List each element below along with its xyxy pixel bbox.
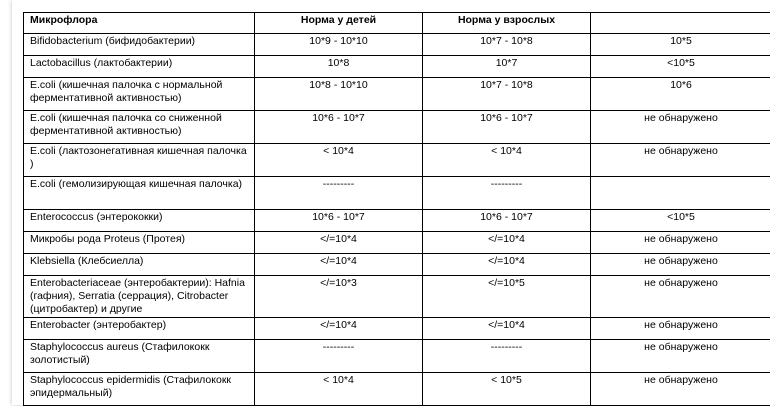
cell-norm-adults: < 10*5 [423,373,591,406]
cell-result: не обнаружено [591,254,770,276]
cell-norm-children: 10*8 [255,56,423,78]
cell-norm-adults: </=10*4 [423,232,591,254]
cell-result: не обнаружено [591,373,770,406]
table-row [24,210,770,232]
table-row [24,177,770,210]
table-row [24,318,770,340]
cell-result: 10*6 [591,78,770,111]
cell-microflora: Bifidobacterium (бифидобактерии) [24,34,255,56]
cell-result: не обнаружено [591,318,770,340]
table-row [24,232,770,254]
cell-microflora: Staphylococcus epidermidis (Стафилококк эпидермальный) [24,373,255,406]
cell-norm-adults: </=10*5 [423,276,591,318]
header-norm-children: Норма у детей [255,13,423,34]
cell-norm-adults: </=10*4 [423,318,591,340]
cell-result: <10*5 [591,56,770,78]
table-row [24,144,770,177]
cell-microflora: Klebsiella (Клебсиелла) [24,254,255,276]
header-norm-adults: Норма у взрослых [423,13,591,34]
cell-result: не обнаружено [591,111,770,144]
cell-result: <10*5 [591,210,770,232]
cell-norm-children: </=10*3 [255,276,423,318]
cell-norm-adults: 10*7 - 10*8 [423,34,591,56]
table-row [24,34,770,56]
cell-norm-children: 10*8 - 10*10 [255,78,423,111]
cell-result: не обнаружено [591,276,770,318]
microflora-table [23,12,770,406]
table-row [24,111,770,144]
cell-norm-adults: 10*6 - 10*7 [423,111,591,144]
table-row [24,373,770,406]
cell-norm-adults: 10*7 [423,56,591,78]
table-header-row [24,13,770,34]
cell-microflora: Enterobacter (энтеробактер) [24,318,255,340]
cell-norm-children: </=10*4 [255,318,423,340]
cell-microflora: Lactobacillus (лактобактерии) [24,56,255,78]
table-body [24,34,770,406]
cell-microflora: E.coli (гемолизирующая кишечная палочка) [24,177,255,210]
cell-norm-children: < 10*4 [255,144,423,177]
cell-microflora: E.coli (кишечная палочка с нормальной ферментативной активностью) [24,78,255,111]
cell-microflora: Enterobacteriaceae (энтеробактерии): Hafnia (гафния), Serratia (серрация), Citrobacter (цитробактер) и другие [24,276,255,318]
cell-microflora: Микробы рода Proteus (Протея) [24,232,255,254]
header-microflora: Микрофлора [24,13,255,34]
cell-norm-adults: </=10*4 [423,254,591,276]
cell-microflora: E.coli (лактозонегативная кишечная палочка ) [24,144,255,177]
cell-norm-children: 10*6 - 10*7 [255,111,423,144]
cell-microflora: Staphylococcus aureus (Стафилококк золотистый) [24,340,255,373]
cell-result: не обнаружено [591,340,770,373]
cell-result: 10*5 [591,34,770,56]
cell-result: не обнаружено [591,232,770,254]
cell-norm-adults: < 10*4 [423,144,591,177]
cell-norm-adults: --------- [423,177,591,210]
cell-norm-adults: 10*6 - 10*7 [423,210,591,232]
table-row [24,56,770,78]
cell-norm-children: </=10*4 [255,232,423,254]
table-row [24,254,770,276]
table-row [24,276,770,318]
cell-microflora: Enterococcus (энтерококки) [24,210,255,232]
cell-norm-children: < 10*4 [255,373,423,406]
cell-norm-adults: --------- [423,340,591,373]
cell-norm-children: 10*9 - 10*10 [255,34,423,56]
cell-norm-adults: 10*7 - 10*8 [423,78,591,111]
cell-result [591,177,770,210]
table-row [24,340,770,373]
cell-result: не обнаружено [591,144,770,177]
cell-norm-children: --------- [255,340,423,373]
cell-microflora: E.coli (кишечная палочка со сниженной ферментативной активностью) [24,111,255,144]
cell-norm-children: --------- [255,177,423,210]
cell-norm-children: </=10*4 [255,254,423,276]
table-row [24,78,770,111]
cell-norm-children: 10*6 - 10*7 [255,210,423,232]
header-result [591,13,770,34]
